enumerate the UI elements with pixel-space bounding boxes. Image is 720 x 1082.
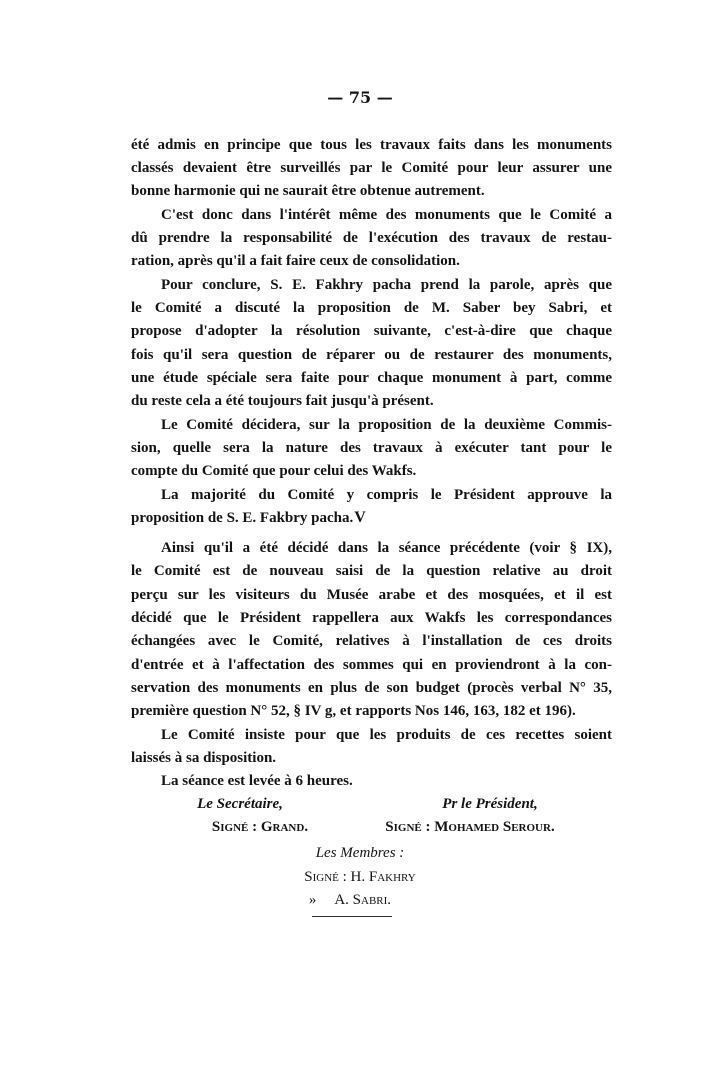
president-signature: Signé : Mohamed Serour. [385, 819, 555, 835]
text-line: Le Comité insiste pour que les produits de ces recettes soient [161, 727, 612, 743]
text-line: C'est donc dans l'intérêt même des monuments que le Comité a [161, 207, 612, 223]
text-line: sion, quelle sera la nature des travaux à exécuter tant pour le [131, 440, 612, 456]
text-line: du reste cela a été toujours fait jusqu'à présent. [131, 393, 434, 409]
text-line: propose d'adopter la résolution suivante, c'est-à-dire que chaque [131, 323, 612, 339]
text-line: La majorité du Comité y compris le Président approuve la [161, 487, 612, 503]
text-line: dû prendre la responsabilité de l'exécution des travaux de restau- [131, 230, 612, 246]
text-line: compte du Comité que pour celui des Wakfs. [131, 463, 417, 479]
members-title: Les Membres : [315, 845, 405, 861]
president-title: Pr le Président, [442, 796, 538, 812]
text-line: proposition de S. E. Fakbry pacha. [131, 510, 354, 526]
section-heading: V [354, 509, 366, 526]
text-line: Pour conclure, S. E. Fakhry pacha prend la parole, après que [161, 277, 612, 293]
member-signature-1: Signé : H. Fakhry [304, 869, 416, 885]
secretary-title: Le Secrétaire, [197, 796, 283, 812]
secretary-signature: Signé : Grand. [211, 819, 309, 835]
text-line: le Comité a discuté la proposition de M. Saber bey Sabri, et [131, 300, 612, 316]
text-line: servation des monuments en plus de son budget (procès verbal N° 35, [131, 680, 612, 696]
member-signature-2: » A. Sabri. [308, 892, 392, 908]
text-line: ration, après qu'il a fait faire ceux de consolidation. [131, 253, 460, 269]
text-line: décidé que le Président rappellera aux Wakfs les correspondances [131, 610, 612, 626]
text-line: La séance est levée à 6 heures. [161, 773, 353, 789]
text-line: Le Comité décidera, sur la proposition de la deuxième Commis- [161, 417, 612, 433]
page-number: — 75 — [327, 88, 393, 107]
text-line: d'entrée et à l'affectation des sommes qui en proviendront à la con- [131, 657, 612, 673]
text-line: perçu sur les visiteurs du Musée arabe et des mosquées, et il est [131, 587, 612, 603]
text-line: première question N° 52, § IV g, et rapports Nos 146, 163, 182 et 196). [131, 703, 576, 719]
text-line: laissés à sa disposition. [131, 750, 277, 766]
closing-rule [312, 916, 392, 917]
text-line: fois qu'il sera question de réparer ou de restaurer des monuments, [131, 347, 612, 363]
text-line: Ainsi qu'il a été décidé dans la séance précédente (voir § IX), [161, 540, 612, 556]
text-line: bonne harmonie qui ne saurait être obtenue autrement. [131, 183, 485, 199]
text-line: une étude spéciale sera faite pour chaque monument à part, comme [131, 370, 612, 386]
text-line: le Comité est de nouveau saisi de la question relative au droit [131, 563, 612, 579]
text-line: échangées avec le Comité, relatives à l'installation de ces droits [131, 633, 612, 649]
text-line: classés devaient être surveillés par le Comité pour leur assurer une [131, 160, 612, 176]
text-line: été admis en principe que tous les travaux faits dans les monuments [131, 137, 612, 153]
